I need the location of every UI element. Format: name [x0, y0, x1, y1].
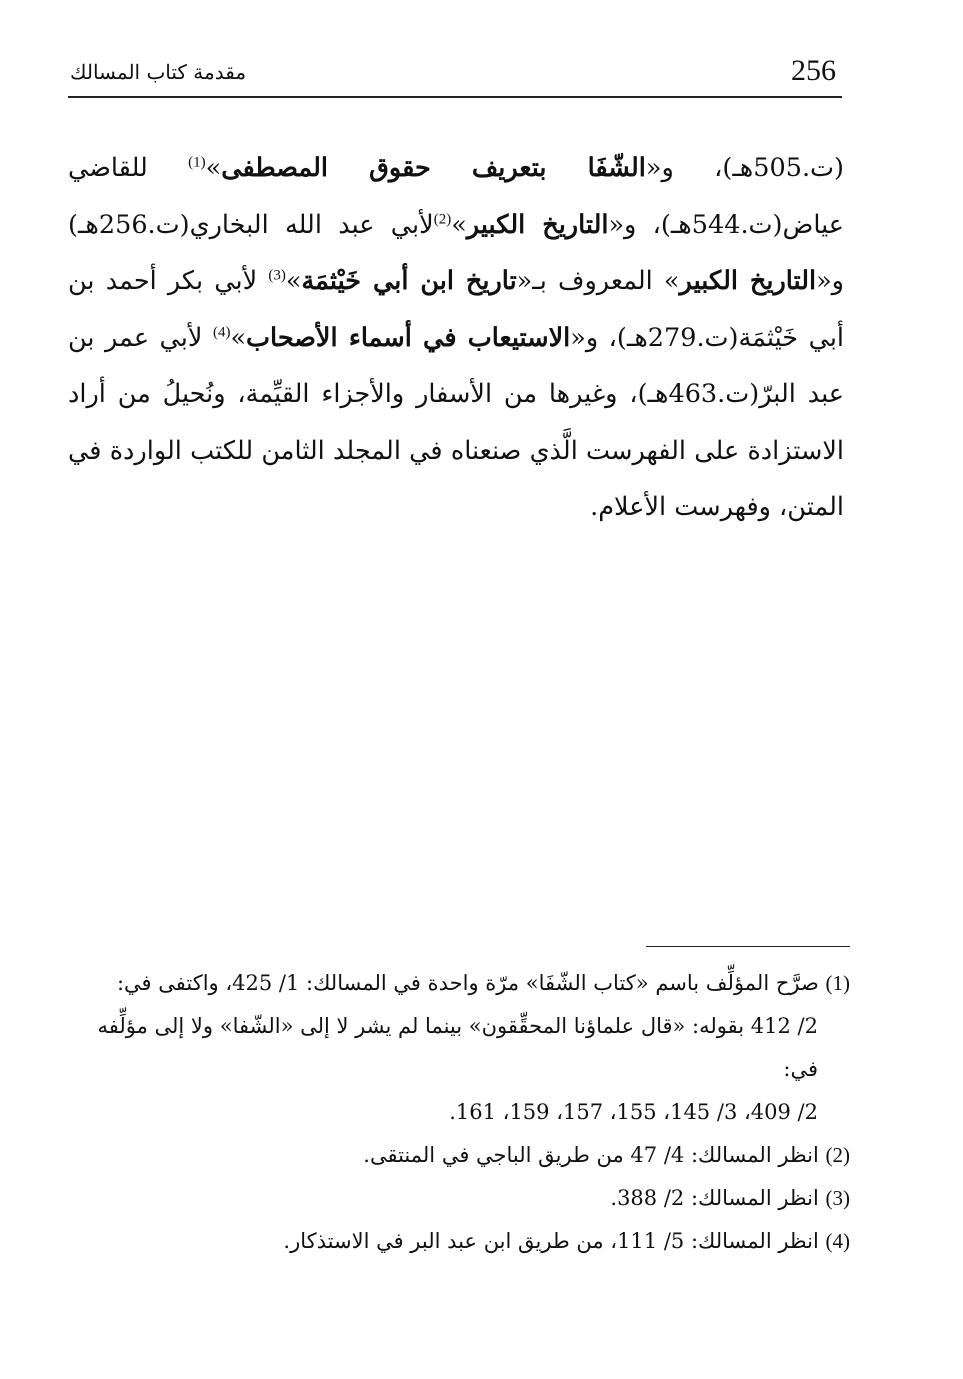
- text-segment: لأبي عبد الله البخاري(ت.256هـ) و«: [68, 209, 844, 296]
- footnote-2: [60, 1134, 850, 1177]
- text-segment: »: [285, 266, 302, 296]
- footnote-ref-4: (4): [212, 324, 231, 340]
- footnote-number: (1): [825, 971, 850, 995]
- book-title-tarikh-ibn-abi-khaythama: تاريخ ابن أبي خَيْثمَة: [301, 266, 517, 296]
- paragraph: [68, 140, 844, 536]
- footnote-ref-1: (1): [188, 154, 206, 171]
- book-title-tarikh-kabir-2: التاريخ الكبير: [679, 266, 817, 296]
- text-segment: » المعروف بـ«: [516, 266, 680, 296]
- footnote-text: انظر المسالك: 2/ 388.: [610, 1186, 826, 1210]
- running-title: مقدمة كتاب المسالك: [70, 60, 247, 84]
- book-title-istiab: الاستيعاب في أسماء الأصحاب: [246, 322, 571, 353]
- footnote-4: [60, 1220, 850, 1263]
- footnote-number: (4): [825, 1229, 850, 1253]
- text-segment: للقاضي عياض(ت.544هـ)، و«: [68, 153, 845, 240]
- text-segment: لأبي بكر أحمد بن أبي خَيْثمَة(ت.279هـ)، و«: [68, 266, 845, 353]
- book-title-shifa: الشّفَا بتعريف حقوق المصطفى: [221, 153, 646, 183]
- body-paragraph: [68, 140, 844, 536]
- page-header: [68, 52, 842, 98]
- text-segment: »: [451, 209, 467, 240]
- text-segment: (ت.505هـ)، و«: [645, 153, 844, 183]
- footnote-number: (2): [825, 1143, 850, 1167]
- page-number: 256: [791, 54, 836, 87]
- footnote-1: [60, 962, 850, 1005]
- footnote-ref-3: (3): [268, 267, 286, 284]
- footnote-3: [60, 1177, 850, 1220]
- footnote-text: انظر المسالك: 5/ 111، من طريق ابن عبد البر في الاستذكار.: [283, 1229, 826, 1253]
- footnote-1-line-3: 2/ 409، 3/ 145، 155، 157، 159، 161.: [449, 1100, 818, 1124]
- book-title-tarikh-kabir: التاريخ الكبير: [466, 209, 609, 240]
- text-segment: »: [230, 322, 247, 353]
- footnote-ref-2: (2): [433, 211, 452, 227]
- text-segment: لأبي عمر بن عبد البرّ(ت.463هـ)، وغيرها من الأسفار والأجزاء القيِّمة، ونُحيلُ من أراد الاستزادة على الفهرست الَّذي صنعناه في المجلد الثامن للكتب الواردة في المتن، وفهرست الأعلام.: [68, 322, 844, 522]
- footnote-separator: [646, 946, 850, 947]
- footnote-number: (3): [825, 1186, 850, 1210]
- footnote-text: صرَّح المؤلِّف باسم «كتاب الشّفَا» مرّة واحدة في المسالك: 1/ 425، واكتفى في:: [116, 971, 826, 995]
- footnote-1-line-2: 2/ 412 بقوله: «قال علماؤنا المحقِّقون» بينما لم يشر لا إلى «الشّفا» ولا إلى مؤلِّفه في:: [97, 1014, 818, 1081]
- text-segment: »: [205, 153, 222, 183]
- footnote-text: انظر المسالك: 4/ 47 من طريق الباجي في المنتقى.: [363, 1143, 826, 1167]
- footnotes: [60, 962, 850, 1263]
